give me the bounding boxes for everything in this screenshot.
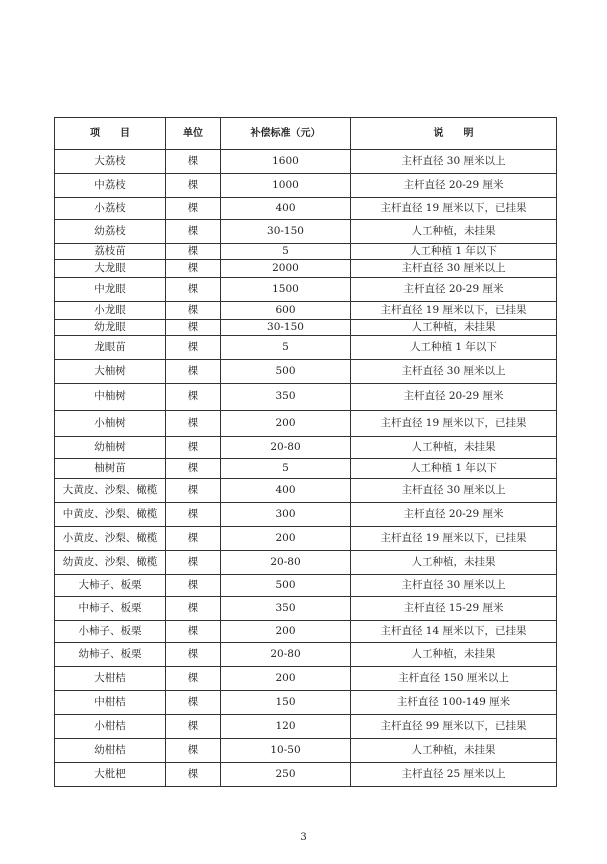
cell-unit: 棵 [166, 244, 221, 260]
header-item: 项 目 [55, 118, 166, 150]
cell-item: 荔枝苗 [55, 244, 166, 260]
cell-item: 小柿子、板栗 [55, 621, 166, 643]
cell-standard: 150 [221, 691, 351, 715]
cell-item: 小柚树 [55, 411, 166, 437]
cell-standard: 1600 [221, 150, 351, 174]
cell-unit: 棵 [166, 437, 221, 459]
cell-description: 人工种植 1 年以下 [351, 244, 557, 260]
cell-item: 幼柿子、板栗 [55, 643, 166, 667]
cell-item: 中龙眼 [55, 278, 166, 302]
header-description: 说 明 [351, 118, 557, 150]
cell-description: 人工种植 1 年以下 [351, 459, 557, 479]
cell-standard: 400 [221, 198, 351, 220]
cell-standard: 200 [221, 667, 351, 691]
cell-item: 大柿子、板栗 [55, 575, 166, 597]
cell-unit: 棵 [166, 667, 221, 691]
cell-item: 幼龙眼 [55, 320, 166, 336]
cell-description: 主杆直径 20-29 厘米 [351, 278, 557, 302]
cell-description: 主杆直径 19 厘米以下，已挂果 [351, 411, 557, 437]
cell-unit: 棵 [166, 621, 221, 643]
cell-description: 主杆直径 30 厘米以上 [351, 150, 557, 174]
compensation-table [54, 117, 557, 787]
table-row [55, 503, 557, 527]
table-row [55, 384, 557, 411]
cell-description: 主杆直径 15-29 厘米 [351, 597, 557, 621]
cell-item: 小荔枝 [55, 198, 166, 220]
table-row [55, 715, 557, 739]
cell-description: 主杆直径 19 厘米以下，已挂果 [351, 527, 557, 551]
cell-unit: 棵 [166, 575, 221, 597]
cell-standard: 250 [221, 763, 351, 787]
cell-item: 大黄皮、沙梨、橄榄 [55, 479, 166, 503]
cell-standard: 600 [221, 302, 351, 320]
cell-description: 主杆直径 100-149 厘米 [351, 691, 557, 715]
cell-item: 大柑桔 [55, 667, 166, 691]
table-row [55, 479, 557, 503]
cell-description: 主杆直径 19 厘米以下，已挂果 [351, 302, 557, 320]
cell-description: 主杆直径 20-29 厘米 [351, 384, 557, 411]
cell-item: 幼柑桔 [55, 739, 166, 763]
table-row [55, 739, 557, 763]
cell-standard: 500 [221, 575, 351, 597]
cell-standard: 350 [221, 597, 351, 621]
table-row [55, 302, 557, 320]
table-row [55, 459, 557, 479]
table-row [55, 621, 557, 643]
cell-unit: 棵 [166, 763, 221, 787]
cell-description: 人工种植，未挂果 [351, 437, 557, 459]
cell-item: 中柑桔 [55, 691, 166, 715]
cell-description: 人工种植，未挂果 [351, 739, 557, 763]
cell-description: 人工种植，未挂果 [351, 220, 557, 244]
cell-standard: 30-150 [221, 320, 351, 336]
table-row [55, 320, 557, 336]
cell-description: 主杆直径 30 厘米以上 [351, 360, 557, 384]
cell-standard: 200 [221, 621, 351, 643]
cell-unit: 棵 [166, 220, 221, 244]
cell-unit: 棵 [166, 198, 221, 220]
cell-unit: 棵 [166, 739, 221, 763]
cell-description: 主杆直径 20-29 厘米 [351, 503, 557, 527]
table-row [55, 336, 557, 360]
cell-standard: 200 [221, 411, 351, 437]
table-row [55, 763, 557, 787]
cell-standard: 500 [221, 360, 351, 384]
cell-standard: 10-50 [221, 739, 351, 763]
cell-description: 主杆直径 150 厘米以上 [351, 667, 557, 691]
table-row [55, 220, 557, 244]
cell-standard: 5 [221, 336, 351, 360]
table-row [55, 260, 557, 278]
cell-unit: 棵 [166, 302, 221, 320]
table-row [55, 360, 557, 384]
cell-standard: 5 [221, 244, 351, 260]
cell-description: 主杆直径 19 厘米以下，已挂果 [351, 198, 557, 220]
cell-unit: 棵 [166, 643, 221, 667]
cell-item: 幼荔枝 [55, 220, 166, 244]
table-row [55, 244, 557, 260]
cell-description: 人工种植，未挂果 [351, 551, 557, 575]
cell-standard: 300 [221, 503, 351, 527]
table-row [55, 150, 557, 174]
cell-unit: 棵 [166, 360, 221, 384]
table-row [55, 198, 557, 220]
cell-item: 大荔枝 [55, 150, 166, 174]
cell-item: 大柚树 [55, 360, 166, 384]
cell-standard: 2000 [221, 260, 351, 278]
cell-unit: 棵 [166, 384, 221, 411]
cell-unit: 棵 [166, 411, 221, 437]
header-unit: 单位 [166, 118, 221, 150]
cell-item: 龙眼苗 [55, 336, 166, 360]
cell-unit: 棵 [166, 527, 221, 551]
cell-description: 主杆直径 30 厘米以上 [351, 479, 557, 503]
table-body [55, 150, 557, 787]
cell-unit: 棵 [166, 503, 221, 527]
cell-item: 幼黄皮、沙梨、橄榄 [55, 551, 166, 575]
table-row [55, 643, 557, 667]
cell-standard: 30-150 [221, 220, 351, 244]
cell-unit: 棵 [166, 597, 221, 621]
table-row [55, 667, 557, 691]
table-row [55, 437, 557, 459]
cell-standard: 20-80 [221, 437, 351, 459]
table-row [55, 527, 557, 551]
cell-description: 主杆直径 14 厘米以下，已挂果 [351, 621, 557, 643]
table-row [55, 691, 557, 715]
cell-standard: 350 [221, 384, 351, 411]
cell-item: 中柿子、板栗 [55, 597, 166, 621]
cell-item: 中柚树 [55, 384, 166, 411]
cell-unit: 棵 [166, 479, 221, 503]
table-row [55, 411, 557, 437]
cell-description: 主杆直径 20-29 厘米 [351, 174, 557, 198]
cell-description: 人工种植，未挂果 [351, 643, 557, 667]
cell-unit: 棵 [166, 278, 221, 302]
cell-unit: 棵 [166, 174, 221, 198]
cell-item: 中黄皮、沙梨、橄榄 [55, 503, 166, 527]
cell-standard: 1500 [221, 278, 351, 302]
cell-item: 小柑桔 [55, 715, 166, 739]
table-row [55, 551, 557, 575]
table-row [55, 575, 557, 597]
cell-item: 中荔枝 [55, 174, 166, 198]
cell-description: 主杆直径 25 厘米以上 [351, 763, 557, 787]
cell-unit: 棵 [166, 150, 221, 174]
cell-standard: 1000 [221, 174, 351, 198]
cell-standard: 200 [221, 527, 351, 551]
cell-description: 主杆直径 99 厘米以下，已挂果 [351, 715, 557, 739]
cell-unit: 棵 [166, 320, 221, 336]
cell-unit: 棵 [166, 336, 221, 360]
cell-item: 大龙眼 [55, 260, 166, 278]
cell-item: 小龙眼 [55, 302, 166, 320]
cell-unit: 棵 [166, 551, 221, 575]
cell-item: 小黄皮、沙梨、橄榄 [55, 527, 166, 551]
cell-item: 柚树苗 [55, 459, 166, 479]
page-number: 3 [300, 832, 307, 843]
cell-unit: 棵 [166, 260, 221, 278]
table-row [55, 174, 557, 198]
cell-description: 主杆直径 30 厘米以上 [351, 575, 557, 597]
cell-standard: 400 [221, 479, 351, 503]
cell-description: 主杆直径 30 厘米以上 [351, 260, 557, 278]
cell-description: 人工种植 1 年以下 [351, 336, 557, 360]
table-header-row [55, 118, 557, 150]
cell-unit: 棵 [166, 715, 221, 739]
cell-standard: 20-80 [221, 643, 351, 667]
cell-unit: 棵 [166, 459, 221, 479]
cell-item: 幼柚树 [55, 437, 166, 459]
cell-standard: 120 [221, 715, 351, 739]
cell-unit: 棵 [166, 691, 221, 715]
table-row [55, 597, 557, 621]
cell-standard: 20-80 [221, 551, 351, 575]
cell-item: 大枇杷 [55, 763, 166, 787]
cell-description: 人工种植，未挂果 [351, 320, 557, 336]
header-standard: 补偿标准（元） [221, 118, 351, 150]
cell-standard: 5 [221, 459, 351, 479]
table-row [55, 278, 557, 302]
